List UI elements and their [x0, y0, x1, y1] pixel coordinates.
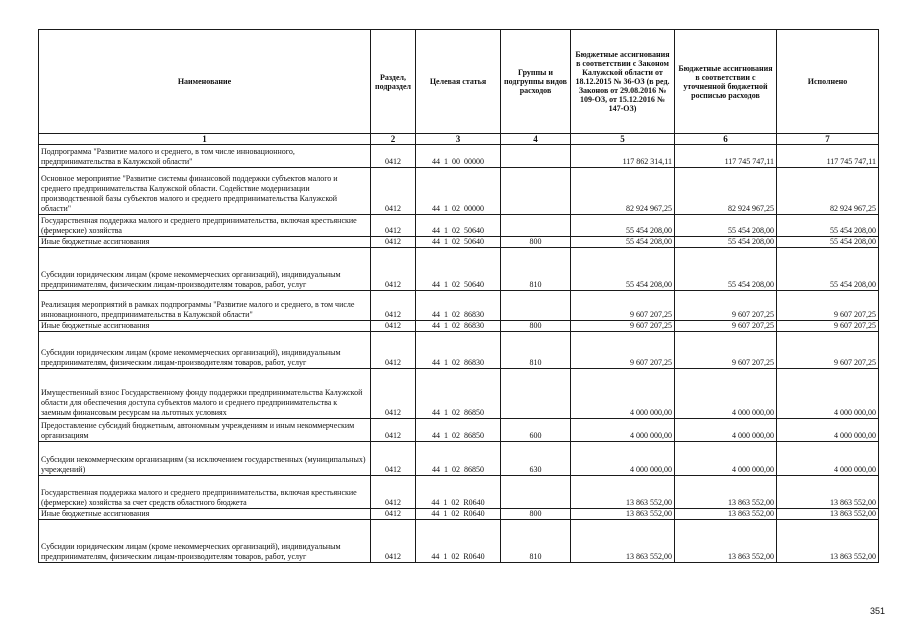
row-target: 44 1 02 R0640 [416, 520, 501, 563]
header-name: Наименование [39, 30, 371, 134]
row-name: Субсидии юридическим лицам (кроме некоммерческих организаций), индивидуальным предпринимателям, физическим лицам-производителям товаров, работ, услуг [39, 248, 371, 291]
row-executed-amount: 82 924 967,25 [777, 168, 879, 215]
row-name: Основное мероприятие "Развитие системы финансовой поддержки субъектов малого и среднего предпринимательства Калужской области. Содействие модернизации производственной базы субъектов малого и среднего предпринимательства Калужской области" [39, 168, 371, 215]
row-group: 800 [501, 237, 571, 248]
row-executed-amount: 4 000 000,00 [777, 419, 879, 442]
table-row [39, 291, 879, 321]
row-section: 0412 [371, 509, 416, 520]
row-executed-amount: 13 863 552,00 [777, 520, 879, 563]
row-section: 0412 [371, 332, 416, 369]
table-row [39, 509, 879, 520]
table-row [39, 332, 879, 369]
header-executed: Исполнено [777, 30, 879, 134]
table-row [39, 419, 879, 442]
table-row [39, 248, 879, 291]
row-name: Иные бюджетные ассигнования [39, 237, 371, 248]
row-name: Реализация мероприятий в рамках подпрограммы "Развитие малого и среднего, в том числе инновационного, предпринимательства в Калужской области" [39, 291, 371, 321]
row-refined-amount: 13 863 552,00 [675, 509, 777, 520]
table-row [39, 476, 879, 509]
row-refined-amount: 117 745 747,11 [675, 145, 777, 168]
row-executed-amount: 9 607 207,25 [777, 291, 879, 321]
row-group [501, 145, 571, 168]
row-law-amount: 117 862 314,11 [571, 145, 675, 168]
table-row [39, 442, 879, 476]
row-name: Государственная поддержка малого и среднего предпринимательства, включая крестьянские (фермерские) хозяйства за счет средств областного бюджета [39, 476, 371, 509]
row-group: 810 [501, 332, 571, 369]
row-refined-amount: 9 607 207,25 [675, 321, 777, 332]
row-section: 0412 [371, 321, 416, 332]
row-name: Подпрограмма "Развитие малого и среднего, в том числе инновационного, предпринимательства в Калужской области" [39, 145, 371, 168]
row-law-amount: 9 607 207,25 [571, 332, 675, 369]
row-group: 810 [501, 248, 571, 291]
row-law-amount: 55 454 208,00 [571, 215, 675, 237]
row-law-amount: 4 000 000,00 [571, 442, 675, 476]
row-target: 44 1 02 R0640 [416, 476, 501, 509]
row-group [501, 369, 571, 419]
column-number: 4 [501, 134, 571, 145]
row-target: 44 1 02 R0640 [416, 509, 501, 520]
row-law-amount: 82 924 967,25 [571, 168, 675, 215]
row-refined-amount: 4 000 000,00 [675, 442, 777, 476]
header-section: Раздел, подраздел [371, 30, 416, 134]
row-target: 44 1 02 86830 [416, 332, 501, 369]
table-row [39, 369, 879, 419]
column-number: 6 [675, 134, 777, 145]
table-row [39, 145, 879, 168]
row-section: 0412 [371, 520, 416, 563]
row-name: Предоставление субсидий бюджетным, автономным учреждениям и иным некоммерческим организациям [39, 419, 371, 442]
table-row [39, 520, 879, 563]
row-law-amount: 13 863 552,00 [571, 520, 675, 563]
row-section: 0412 [371, 442, 416, 476]
row-section: 0412 [371, 145, 416, 168]
row-law-amount: 9 607 207,25 [571, 321, 675, 332]
row-name: Иные бюджетные ассигнования [39, 321, 371, 332]
row-section: 0412 [371, 419, 416, 442]
column-number: 3 [416, 134, 501, 145]
row-name: Субсидии некоммерческим организациям (за исключением государственных (муниципальных) учреждений) [39, 442, 371, 476]
table-row [39, 215, 879, 237]
row-target: 44 1 02 86850 [416, 419, 501, 442]
page-number: 351 [869, 606, 885, 616]
row-executed-amount: 9 607 207,25 [777, 321, 879, 332]
row-law-amount: 55 454 208,00 [571, 237, 675, 248]
row-target: 44 1 02 50640 [416, 248, 501, 291]
header-target: Целевая статья [416, 30, 501, 134]
row-law-amount: 9 607 207,25 [571, 291, 675, 321]
header-refined: Бюджетные ассигнования в соответствии с уточненной бюджетной росписью расходов [675, 30, 777, 134]
row-refined-amount: 13 863 552,00 [675, 520, 777, 563]
header-groups: Группы и подгруппы видов расходов [501, 30, 571, 134]
row-group: 800 [501, 509, 571, 520]
row-refined-amount: 4 000 000,00 [675, 419, 777, 442]
row-law-amount: 4 000 000,00 [571, 369, 675, 419]
row-law-amount: 13 863 552,00 [571, 476, 675, 509]
row-executed-amount: 13 863 552,00 [777, 509, 879, 520]
row-executed-amount: 13 863 552,00 [777, 476, 879, 509]
row-law-amount: 4 000 000,00 [571, 419, 675, 442]
row-name: Субсидии юридическим лицам (кроме некоммерческих организаций), индивидуальным предпринимателям, физическим лицам-производителям товаров, работ, услуг [39, 332, 371, 369]
row-section: 0412 [371, 215, 416, 237]
row-target: 44 1 02 86830 [416, 321, 501, 332]
column-number-row [39, 134, 879, 145]
header-row [39, 30, 879, 134]
row-refined-amount: 55 454 208,00 [675, 248, 777, 291]
column-number: 2 [371, 134, 416, 145]
row-executed-amount: 55 454 208,00 [777, 248, 879, 291]
row-refined-amount: 13 863 552,00 [675, 476, 777, 509]
row-group: 800 [501, 321, 571, 332]
table-row [39, 237, 879, 248]
row-section: 0412 [371, 248, 416, 291]
row-executed-amount: 9 607 207,25 [777, 332, 879, 369]
column-number: 1 [39, 134, 371, 145]
row-executed-amount: 55 454 208,00 [777, 215, 879, 237]
table-row [39, 321, 879, 332]
row-group [501, 215, 571, 237]
row-group [501, 168, 571, 215]
row-refined-amount: 55 454 208,00 [675, 215, 777, 237]
row-executed-amount: 117 745 747,11 [777, 145, 879, 168]
row-target: 44 1 02 86850 [416, 442, 501, 476]
row-executed-amount: 4 000 000,00 [777, 369, 879, 419]
row-executed-amount: 55 454 208,00 [777, 237, 879, 248]
row-name: Субсидии юридическим лицам (кроме некоммерческих организаций), индивидуальным предпринимателям, физическим лицам-производителям товаров, работ, услуг [39, 520, 371, 563]
column-number: 7 [777, 134, 879, 145]
row-group: 630 [501, 442, 571, 476]
row-name: Имущественный взнос Государственному фонду поддержки предпринимательства Калужской области для обеспечения доступа субъектов малого и среднего предпринимательства к заемным финансовым ресурсам на льготных условиях [39, 369, 371, 419]
header-law: Бюджетные ассигнования в соответствии с Законом Калужской области от 18.12.2015 № 36-ОЗ (в ред. Законов от 29.08.2016 № 109-ОЗ, от 15.12.2016 № 147-ОЗ) [571, 30, 675, 134]
row-section: 0412 [371, 476, 416, 509]
row-refined-amount: 9 607 207,25 [675, 291, 777, 321]
row-section: 0412 [371, 237, 416, 248]
row-target: 44 1 02 00000 [416, 168, 501, 215]
row-law-amount: 55 454 208,00 [571, 248, 675, 291]
row-target: 44 1 02 86830 [416, 291, 501, 321]
row-target: 44 1 02 86850 [416, 369, 501, 419]
row-refined-amount: 55 454 208,00 [675, 237, 777, 248]
row-target: 44 1 02 50640 [416, 237, 501, 248]
row-group [501, 291, 571, 321]
row-name: Государственная поддержка малого и среднего предпринимательства, включая крестьянские (фермерские) хозяйства [39, 215, 371, 237]
row-group: 810 [501, 520, 571, 563]
row-section: 0412 [371, 291, 416, 321]
row-refined-amount: 9 607 207,25 [675, 332, 777, 369]
row-group [501, 476, 571, 509]
row-refined-amount: 4 000 000,00 [675, 369, 777, 419]
row-group: 600 [501, 419, 571, 442]
budget-table [38, 29, 879, 563]
row-section: 0412 [371, 168, 416, 215]
row-target: 44 1 02 50640 [416, 215, 501, 237]
column-number: 5 [571, 134, 675, 145]
row-executed-amount: 4 000 000,00 [777, 442, 879, 476]
row-refined-amount: 82 924 967,25 [675, 168, 777, 215]
row-section: 0412 [371, 369, 416, 419]
row-name: Иные бюджетные ассигнования [39, 509, 371, 520]
row-law-amount: 13 863 552,00 [571, 509, 675, 520]
table-row [39, 168, 879, 215]
row-target: 44 1 00 00000 [416, 145, 501, 168]
